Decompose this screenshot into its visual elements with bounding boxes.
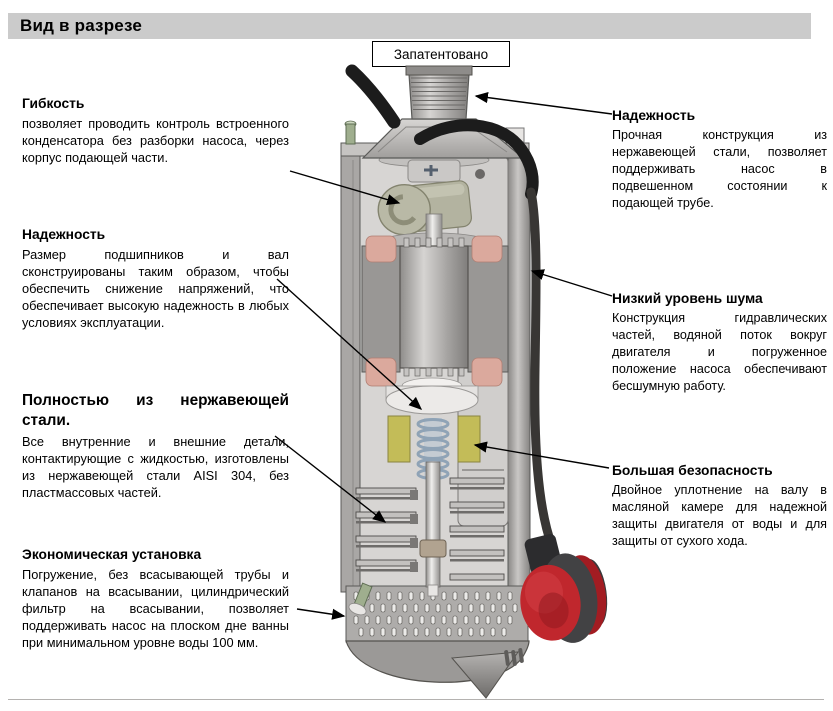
footer-divider [8,699,824,700]
annotation-body: Размер подшипников и вал сконструированы таким образом, чтобы обеспечить снижение напряжений, что обеспечивает высокую надежность в любых условиях эксплуатации. [22,247,289,330]
annotation-high-safety [612,462,827,550]
annotation-body: Конструкция гидравлических частей, водяной поток вокруг двигателя и погруженное положение насоса обеспечивают бесшумную работу. [612,311,827,393]
annotation-stainless-steel [22,391,289,501]
arrow-low-noise [532,271,612,296]
motor [362,214,508,386]
annotation-flexibility [22,95,289,166]
annotation-body: Все внутренние и внешние детали, контактирующие с жидкостью, изготовлены из нержавеющей стали AISI 304, без пластмассовых частей. [22,434,289,500]
annotation-title: Полностью из нержавеющей стали. [22,392,289,429]
annotation-reliability-left [22,226,289,331]
arrow-economical [297,609,344,616]
annotation-title: Низкий уровень шума [612,291,763,306]
annotation-title: Экономическая установка [22,547,202,562]
annotation-title: Гибкость [22,96,85,111]
patent-label: Запатентовано [393,46,489,62]
annotation-title: Надежность [22,227,106,242]
section-title: Вид в разрезе [20,16,143,35]
annotation-economical-installation [22,546,289,651]
annotation-reliability-right [612,107,827,212]
annotation-low-noise [612,290,827,395]
annotation-body: Двойное уплотнение на валу в масляной камере для надежной защиты двигателя от воды и для защиты от сухого хода. [612,483,827,548]
annotation-body: Погружение, без всасывающей трубы и клапанов на всасывании, цилиндрический фильтр на всасывании, позволяет поддерживать насос на плоском дне ванны при минимальном уровне воды 100 мм. [22,567,289,650]
annotation-title: Надежность [612,108,696,123]
arrow-reliability-right [476,96,612,114]
annotation-body: Прочная конструкция из нержавеющей стали, позволяет поддерживать насос в подвешенном состоянии к подающей трубе. [612,128,827,210]
float-switch [514,533,613,650]
annotation-body: позволяет проводить контроль встроенного конденсатора без разборки насоса, через корпус подающей части. [22,116,289,165]
annotation-title: Большая безопасность [612,463,773,478]
